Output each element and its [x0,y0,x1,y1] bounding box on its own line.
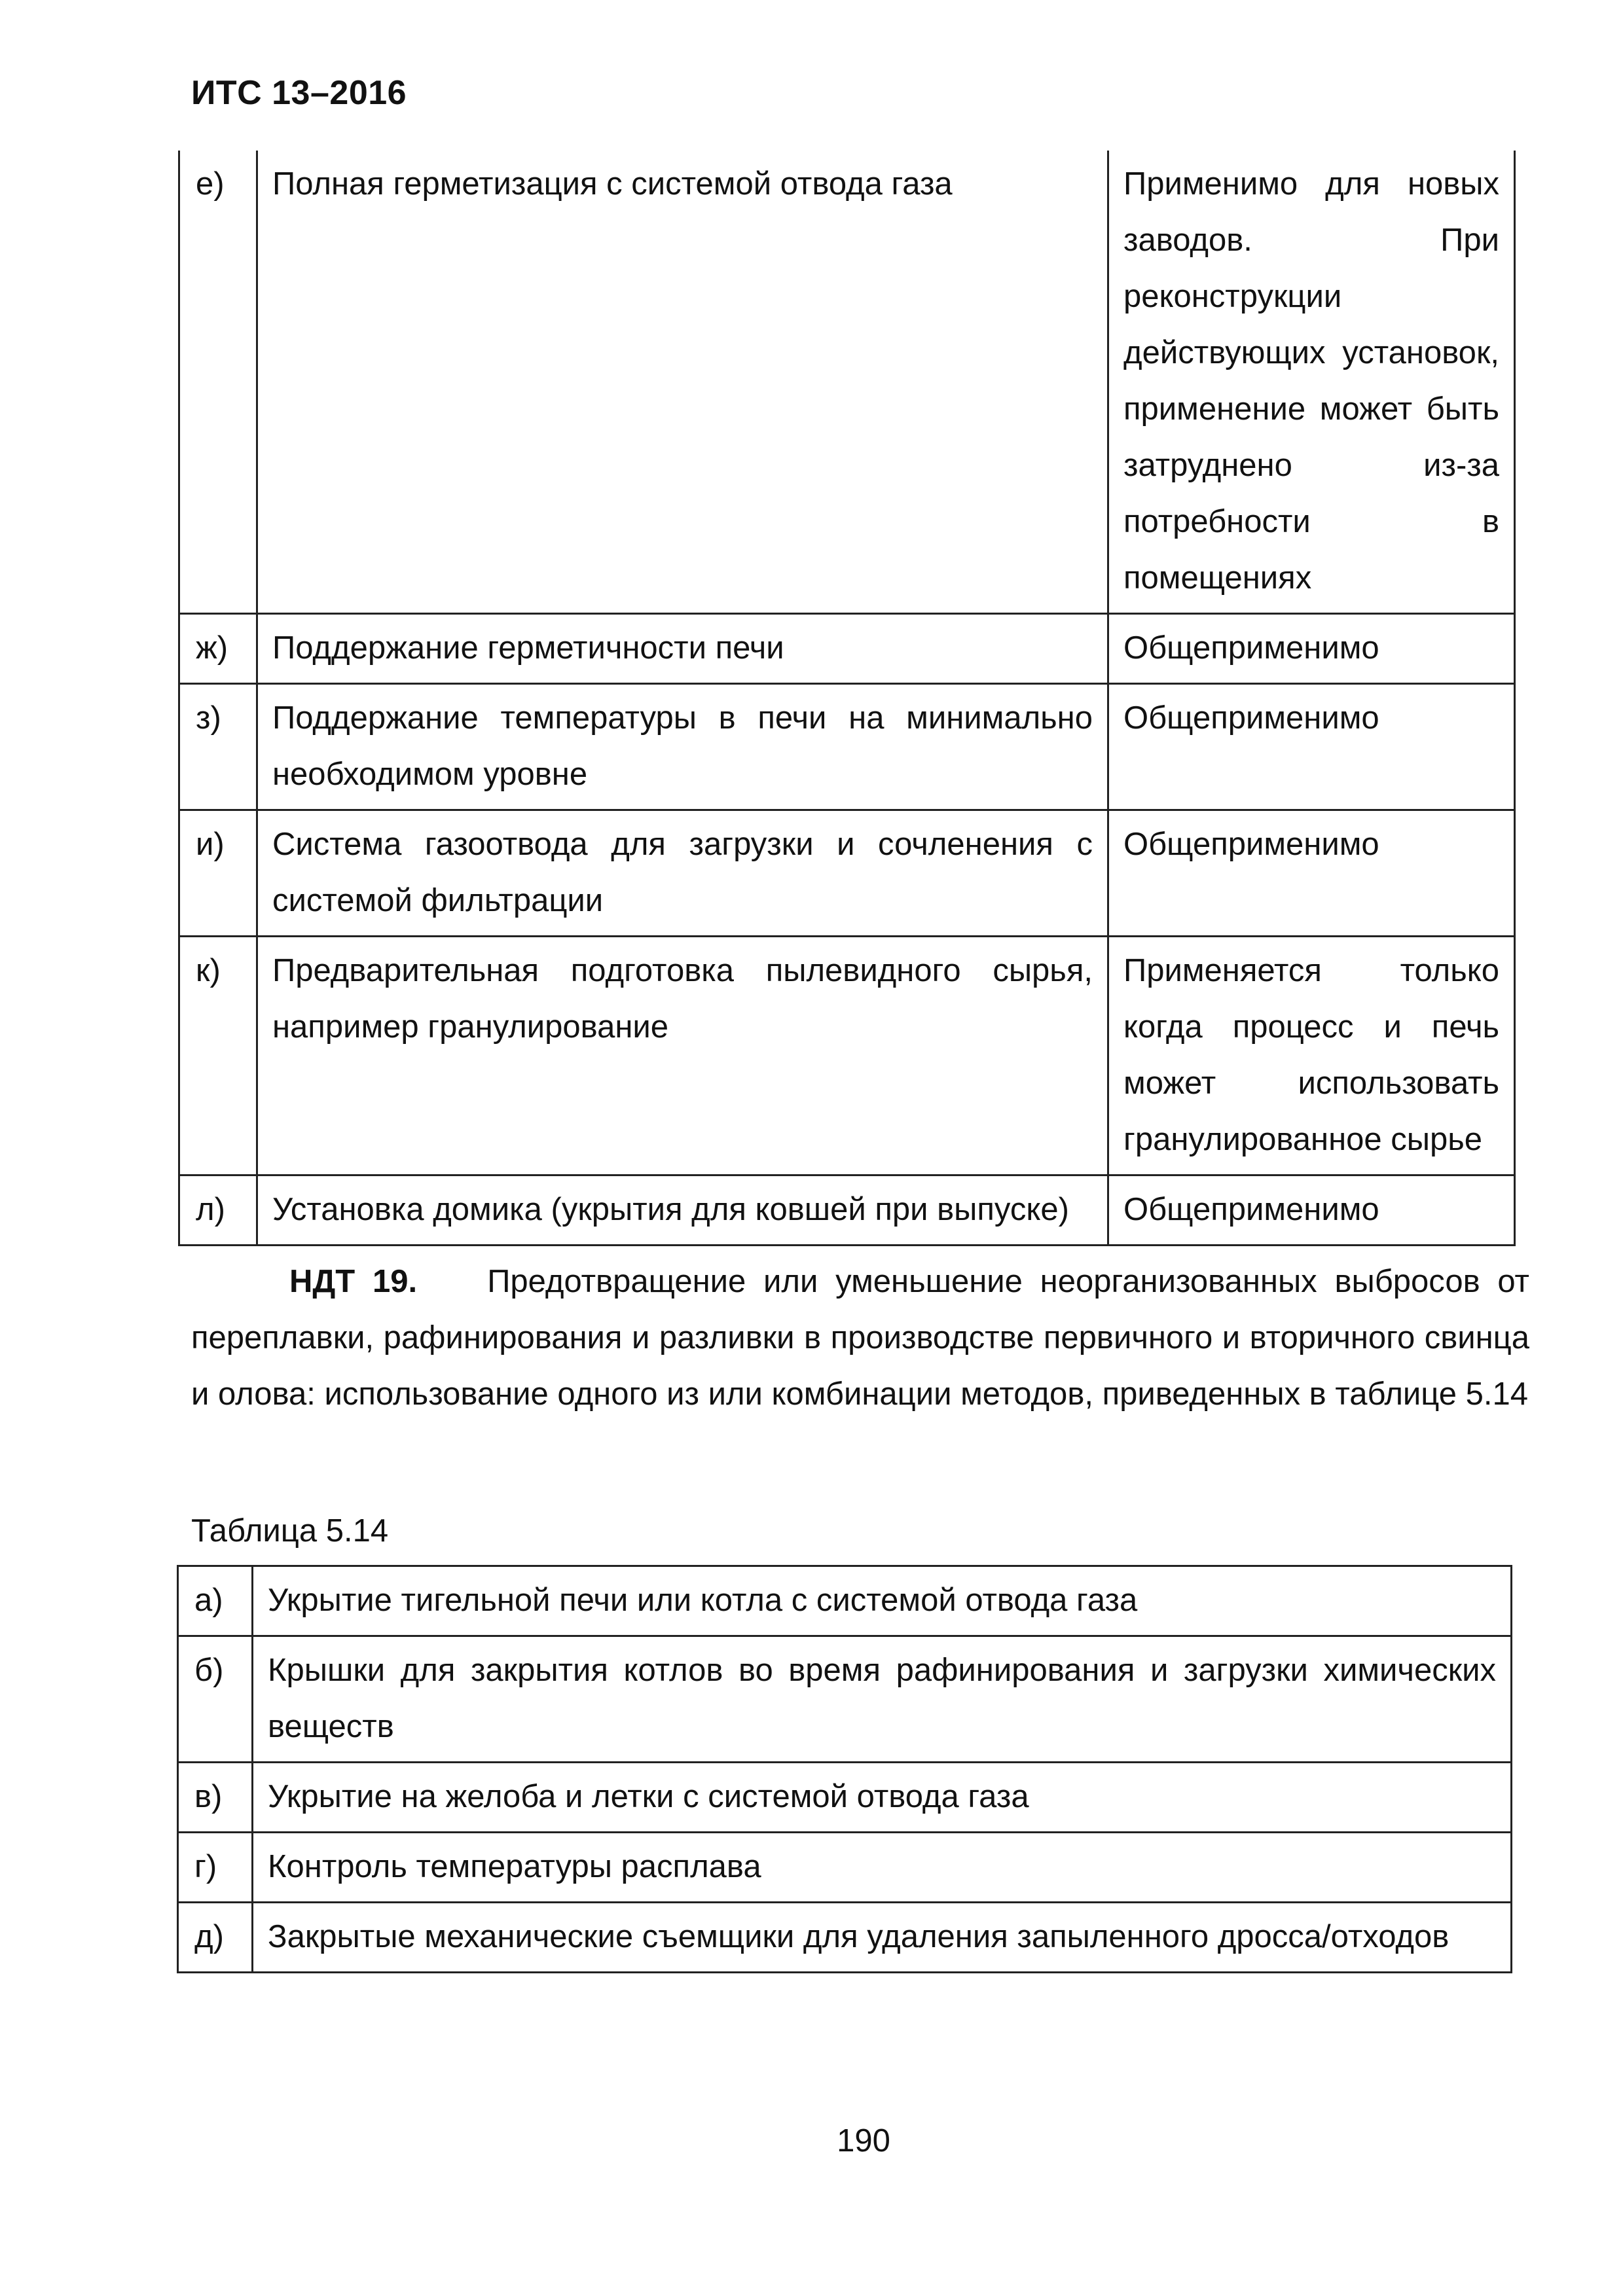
method-cell: Полная герметизация с системой отвода газа [257,151,1108,614]
row-letter: а) [178,1566,253,1636]
method-cell: Предварительная подготовка пылевидного сырья, например гранулирование [257,937,1108,1175]
row-letter: д) [178,1903,253,1973]
table-row [179,1175,1515,1246]
row-letter: л) [179,1175,257,1246]
applicability-cell: Общеприменимо [1108,810,1515,937]
table-row [179,937,1515,1175]
table-row [179,151,1515,614]
bat-methods-table-continued [178,151,1516,1246]
table-row [178,1833,1512,1903]
method-cell: Система газоотвода для загрузки и сочленения с системой фильтрации [257,810,1108,937]
ndt-19-paragraph [191,1253,1529,1422]
row-letter: б) [178,1636,253,1763]
ndt-text: Предотвращение или уменьшение неорганизованных выбросов от переплавки, рафинирования и разливки в производстве первичного и вторичного свинца и олова: использование одного из или комбинации методов, приведенных в таблице 5.14 [191,1264,1529,1412]
page-number: 190 [837,2123,890,2159]
applicability-cell: Применяется только когда процесс и печь может использовать гранулированное сырье [1108,937,1515,1175]
method-cell: Укрытие на желоба и летки с системой отвода газа [253,1763,1512,1833]
table-5-14 [177,1565,1512,1973]
table-row [178,1636,1512,1763]
method-cell: Закрытые механические съемщики для удаления запыленного дросса/отходов [253,1903,1512,1973]
applicability-cell: Общеприменимо [1108,684,1515,810]
table-row [179,614,1515,684]
method-cell: Крышки для закрытия котлов во время рафинирования и загрузки химических веществ [253,1636,1512,1763]
applicability-cell: Применимо для новых заводов. При реконструкции действующих установок, применение может быть затруднено из-за потребности в помещениях [1108,151,1515,614]
row-letter: и) [179,810,257,937]
row-letter: з) [179,684,257,810]
document-code: ИТС 13–2016 [191,74,407,112]
method-cell: Поддержание температуры в печи на минимально необходимом уровне [257,684,1108,810]
table-row [178,1903,1512,1973]
row-letter: в) [178,1763,253,1833]
method-cell: Установка домика (укрытия для ковшей при выпуске) [257,1175,1108,1246]
table-row [178,1763,1512,1833]
method-cell: Поддержание герметичности печи [257,614,1108,684]
table-caption: Таблица 5.14 [191,1513,389,1549]
row-letter: ж) [179,614,257,684]
ndt-label: НДТ 19. [289,1264,418,1299]
method-cell: Контроль температуры расплава [253,1833,1512,1903]
applicability-cell: Общеприменимо [1108,614,1515,684]
table-row [178,1566,1512,1636]
table-row [179,810,1515,937]
applicability-cell: Общеприменимо [1108,1175,1515,1246]
row-letter: г) [178,1833,253,1903]
method-cell: Укрытие тигельной печи или котла с системой отвода газа [253,1566,1512,1636]
row-letter: к) [179,937,257,1175]
row-letter: е) [179,151,257,614]
table-row [179,684,1515,810]
